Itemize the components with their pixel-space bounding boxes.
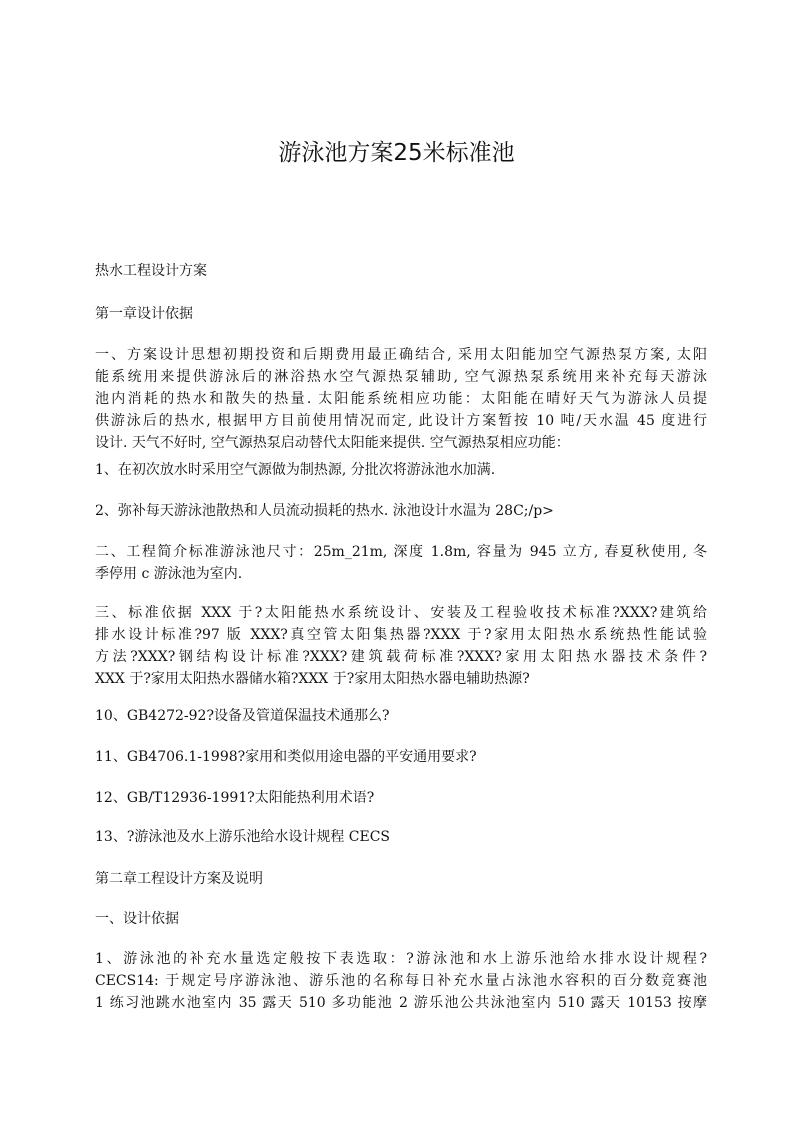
paragraph-item-10 — [95, 705, 707, 727]
text-line: CECS14: 于规定号序游泳池、游乐池的名称每日补充水量占泳池水容积的百分数竞赛池 — [95, 973, 707, 989]
text-line: 一、方案设计思想初期投资和后期费用最正确结合, 采用太阳能加空气源热泵方案, 太阳 — [95, 347, 707, 363]
text-line: 季停用 c 游泳池为室内. — [95, 566, 243, 582]
text-line: 1 练习池跳水池室内 35 露天 510 多功能池 2 游乐池公共泳池室内 510 露天 10153 按摩 — [95, 995, 707, 1011]
heading-design-basis — [95, 908, 707, 930]
paragraph-project-intro — [95, 541, 707, 585]
paragraph-standards — [95, 602, 707, 690]
document-title: 游泳池方案25米标准池 — [278, 140, 515, 166]
text-line: 池内消耗的热水和散失的热量. 太阳能系统相应功能：太阳能在晴好天气为游泳人员提 — [95, 391, 707, 407]
text-line: 供游泳后的热水, 根据甲方目前使用情况而定, 此设计方案暂按 10 吨/天水温 45 度进行 — [95, 413, 707, 429]
heading-chapter-1 — [95, 303, 707, 325]
paragraph-item-11 — [95, 746, 707, 768]
text-line: 1、游泳池的补充水量选定般按下表选取：?游泳池和水上游乐池给水排水设计规程? — [95, 951, 707, 967]
text-line: 一、设计依据 — [95, 911, 179, 927]
text-line: 设计. 天气不好时, 空气源热泵启动替代太阳能来提供. 空气源热泵相应功能： — [95, 435, 570, 451]
paragraph-item-12 — [95, 787, 707, 809]
paragraph-water-supplement — [95, 948, 707, 1014]
text-line: 第二章工程设计方案及说明 — [95, 871, 263, 887]
text-line: 二、工程简介标准游泳池尺寸：25m_21m, 深度 1.8m, 容量为 945 立方, 春夏秋使用, 冬 — [95, 544, 707, 560]
text-line: 能系统用来提供游泳后的淋浴热水空气源热泵辅助, 空气源热泵系统用来补充每天游泳 — [95, 369, 707, 385]
text-line: 热水工程设计方案 — [95, 263, 207, 279]
text-line: 方法?XXX?钢结构设计标准?XXX?建筑载荷标准?XXX?家用太阳热水器技术条件? — [95, 649, 707, 665]
text-line: 三、标准依据 XXX 于?太阳能热水系统设计、安装及工程验收技术标准?XXX?建筑给 — [95, 605, 707, 621]
text-line: 1、在初次放水时采用空气源做为制热源, 分批次将游泳池水加满. — [95, 462, 496, 478]
heading-chapter-2 — [95, 868, 707, 890]
paragraph-hot-water-plan — [95, 260, 707, 282]
text-line: 第一章设计依据 — [95, 306, 193, 322]
text-line: 2、弥补每天游泳池散热和人员流动损耗的热水. 泳池设计水温为 28C;/p> — [95, 503, 554, 519]
paragraph-design-concept — [95, 344, 707, 454]
paragraph-item-1 — [95, 459, 707, 481]
paragraph-item-13 — [95, 826, 707, 848]
text-line: 13、?游泳池及水上游乐池给水设计规程 CECS — [95, 829, 391, 845]
text-line: 排水设计标准?97 版 XXX?真空管太阳集热器?XXX 于?家用太阳热水系统热性能试验 — [95, 627, 707, 643]
text-line: 11、GB4706.1-1998?家用和类似用途电器的平安通用要求? — [95, 749, 477, 765]
text-line: XXX 于?家用太阳热水器储水箱?XXX 于?家用太阳热水器电辅助热源? — [95, 671, 530, 687]
text-line: 12、GB/T12936-1991?太阳能热利用术语? — [95, 790, 375, 806]
paragraph-item-2 — [95, 500, 707, 522]
text-line: 10、GB4272-92?设备及管道保温技术通那么? — [95, 708, 390, 724]
